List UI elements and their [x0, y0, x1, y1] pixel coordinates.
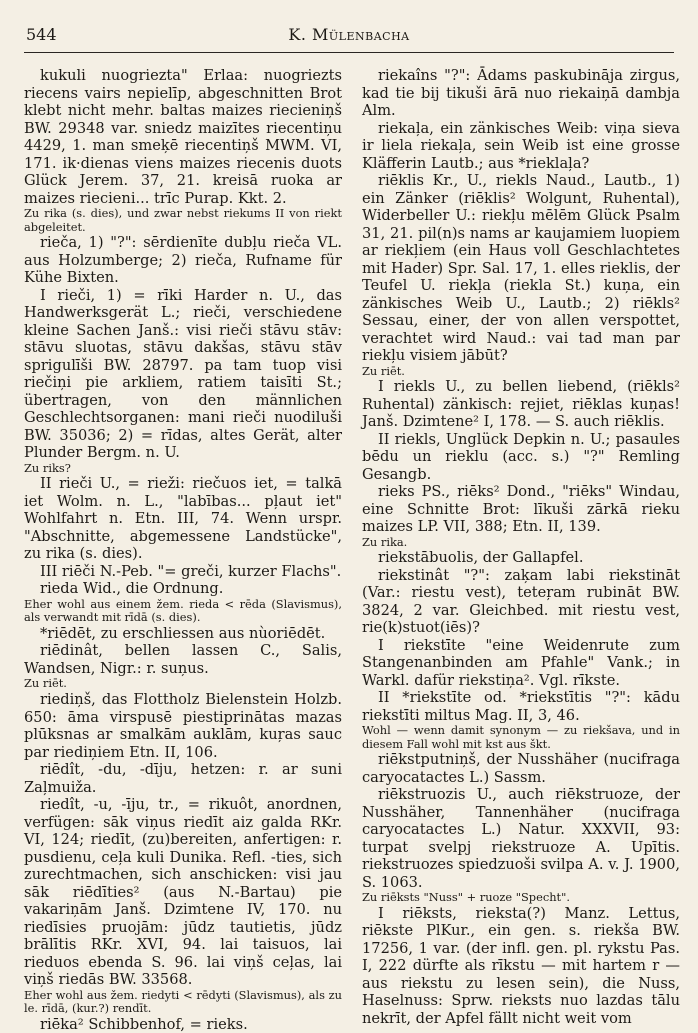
dictionary-entry: riēkstputniņš, der Nusshäher (nucifraga caryocatactes L.) Sassm. [362, 751, 680, 786]
page-header [24, 20, 674, 53]
dictionary-entry: riēdinât, bellen lassen C., Salis, Wandsen, Nigr.: r. suņus. [24, 642, 342, 677]
dictionary-entry: rieks PS., riēks² Dond., "riēks" Windau, eine Schnitte Brot: līkuši zārkā rieku maizes LP. VII, 388; Etn. II, 139. [362, 483, 680, 536]
dictionary-entry: I riekstīte "eine Weidenrute zum Stangenanbinden am Pfahle" Vank.; in Warkl. dafür riekstiņa². Vgl. rīkste. [362, 636, 680, 689]
dictionary-entry: I riekls U., zu bellen liebend, (riēkls² Ruhental) zänkisch: rejiet, riēklas kuņas! Janš. Dzimtene² I, 178. — S. auch riēklis. [362, 378, 680, 431]
dictionary-entry: riekaîns "?": Ādams paskubināja zirgus, kad tie bij tikuši ārā nuo riekaiņā dambja Alm. [362, 67, 680, 119]
dictionary-entry: riēdît, -du, -dīju, hetzen: r. ar suni Zaļmuiža. [24, 761, 342, 796]
etymology-note: Zu riēt. [362, 363, 405, 378]
dictionary-entry: riēklis Kr., U., riekls Naud., Lautb., 1) ein Zänker (riēklis² Wolgunt, Ruhental), Widerbeller U.: riekļu mēlēm Glück Psalm 31, 21. pil(n)s nams ar kaujamiem luopiem ar riekļiem (ein Haus voll Geschlachtetes mit Hader) Spr. Sal. 17, 1. elles rieklis, der Teufel U. riekļa (riekla St.) kuņa, ein zänkisches Weib U., Lautb.; 2) riēkls² Sessau, einer, der von allen verspottet, verachtet wird Naud.: vai tad man par riekļu visiem jābūt? [362, 172, 680, 364]
etymology-note: Zu riēksts "Nuss" + ruoze "Specht". [362, 890, 570, 905]
left-column [24, 67, 342, 1033]
etymology-note: Eher wohl aus einem žem. rieda < rēda (Slavismus), als verwandt mit rīdā (s. dies). [24, 596, 342, 625]
dictionary-entry: rieča, 1) "?": sērdienīte dubļu rieča VL. aus Holzumberge; 2) rieča, Rufname für Kühe Bixten. [24, 234, 342, 287]
dictionary-entry: riēka² Schibbenhof, = rieks. [40, 1015, 248, 1033]
dictionary-entry: riediņš, das Flottholz Bielenstein Holzb. 650: āma virspusē piestiprinātas mazas plūksnas ar smalkām auklām, kuŗas sauc par riediņiem Etn. II, 106. [24, 691, 342, 761]
etymology-note: Eher wohl aus žem. riedyti < rēdyti (Slavismus), als zu le. rīdā, (kur.?) rendīt. [24, 987, 342, 1016]
right-column [362, 67, 680, 1027]
etymology-note: Zu riks? [24, 460, 71, 475]
page-number: 544 [26, 25, 57, 44]
dictionary-entry: II rieči U., = rieži: riečuos iet, = talkā iet Wolm. n. L., "labības... pļaut iet" Wohlfahrt n. Etn. III, 74. Wenn urspr. "Abschnitte, abgemessene Landstücke", zu rika (s. dies). [24, 475, 342, 563]
dictionary-entry: I rieči, 1) = rīki Harder n. U., das Handwerksgerät L.; rieči, verschiedene kleine Sachen Janš.: visi rieči stāvu stāv: stāvu sluotas, stāvu dakšas, stāvu stāv sprigulīši BW. 28797. pa tam tuop visi riečiņi pie arkliem, ratiem taisīti St.; übertragen, von den männlichen Geschlechtsorganen: mani rieči nuodiluši BW. 35036; 2) = rīdas, altes Gerät, alter Plunder Bergm. n. U. [24, 286, 342, 462]
dictionary-entry: *riēdēt, zu erschliessen aus nùoriēdēt. [40, 624, 326, 642]
dictionary-entry: riekstābuolis, der Gallapfel. [378, 549, 584, 567]
etymology-note: Zu rika. [362, 534, 408, 549]
etymology-note: Zu rika (s. dies), und zwar nebst riekums II von riekt abgeleitet. [24, 206, 342, 234]
dictionary-entry: kukuli nuogriezta" Erlaa: nuogriezts riecens vairs nepielīp, abgeschnitten Brot klebt nicht mehr. baltas maizes riecieniņš BW. 29348 var. sniedz maizītes riecentiņu 4429, 1. man smeķē riecentiņš MWM. VI, 171. ik·dienas viens maizes riecenis duots Glück Jerem. 37, 21. kreisā ruoka ar maizes riecieni... trīc Purap. Kkt. 2. [24, 67, 342, 207]
dictionary-entry: II *riekstīte od. *riekstītis "?": kādu riekstīti miltus Mag. II, 3, 46. [362, 689, 680, 724]
dictionary-entry: riekstinât "?": zaķam labi riekstināt (Var.: riestu vest), teteŗam rubināt BW. 3824, 2 var. Gleichbed. mit riestu vest, rie(k)stuot(iēs)? [362, 566, 680, 637]
dictionary-entry: III riēči N.-Peb. "= greči, kurzer Flachs". [40, 562, 342, 580]
running-title: K. Mülenbacha [288, 25, 410, 44]
dictionary-entry: riekaļa, ein zänkisches Weib: viņa sieva ir liela riekaļa, sein Weib ist eine grosse Kläfferin Lautb.; aus *rieklaļa? [362, 119, 680, 172]
dictionary-entry: riedît, -u, -īju, tr., = rikuôt, anordnen, verfügen: sāk viņus riedīt aiz galda RKr. VI, 124; riedīt, (zu)bereiten, anfertigen: r. pusdienu, ceļa kuli Dunika. Refl. -ties, sich zurechtmachen, sich anschicken: visi jau sāk riēdīties² (aus N.-Bartau) pie vakariņām Janš. Dzimtene IV, 170. nu riedīsies pruojām: jūdz tautietis, jūdz brālītis RKr. XVI, 94. lai taisuos, lai rieduos ebenda S. 96. lai viņš ceļas, lai viņš riedās BW. 33568. [24, 796, 342, 989]
etymology-note: Zu riēt. [24, 676, 67, 691]
dictionary-entry: II riekls, Unglück Depkin n. U.; pasaules bēdu un rieklu (acc. s.) "?" Remling Gesangb. [362, 430, 680, 483]
dictionary-entry: I riēksts, rieksta(?) Manz. Lettus, riēkste PlKur., ein gen. s. riekša BW. 17256, 1 var. (der infl. gen. pl. rykstu Pas. I, 222 dürfte als rīkstu — mit hartem r — aus riekstu zu lesen sein), die Nuss, Haselnuss: Sprw. rieksts nuo lazdas tālu nekrīt, der Apfel fällt nicht weit vom [362, 904, 680, 1027]
dictionary-entry: riēkstruozis U., auch riēkstruoze, der Nusshäher, Tannenhäher (nucifraga caryocatactes L.) Natur. XXXVII, 93: turpat svelpj riekstruoze A. Upītis. riekstruozes spiedzuoši svilpa A. v. J. 1900, S. 1063. [362, 786, 680, 891]
etymology-note: Wohl — wenn damit synonym — zu riekšava, und in diesem Fall wohl mit kst aus škt. [362, 723, 680, 751]
dictionary-entry: rieda Wid., die Ordnung. [40, 580, 224, 598]
